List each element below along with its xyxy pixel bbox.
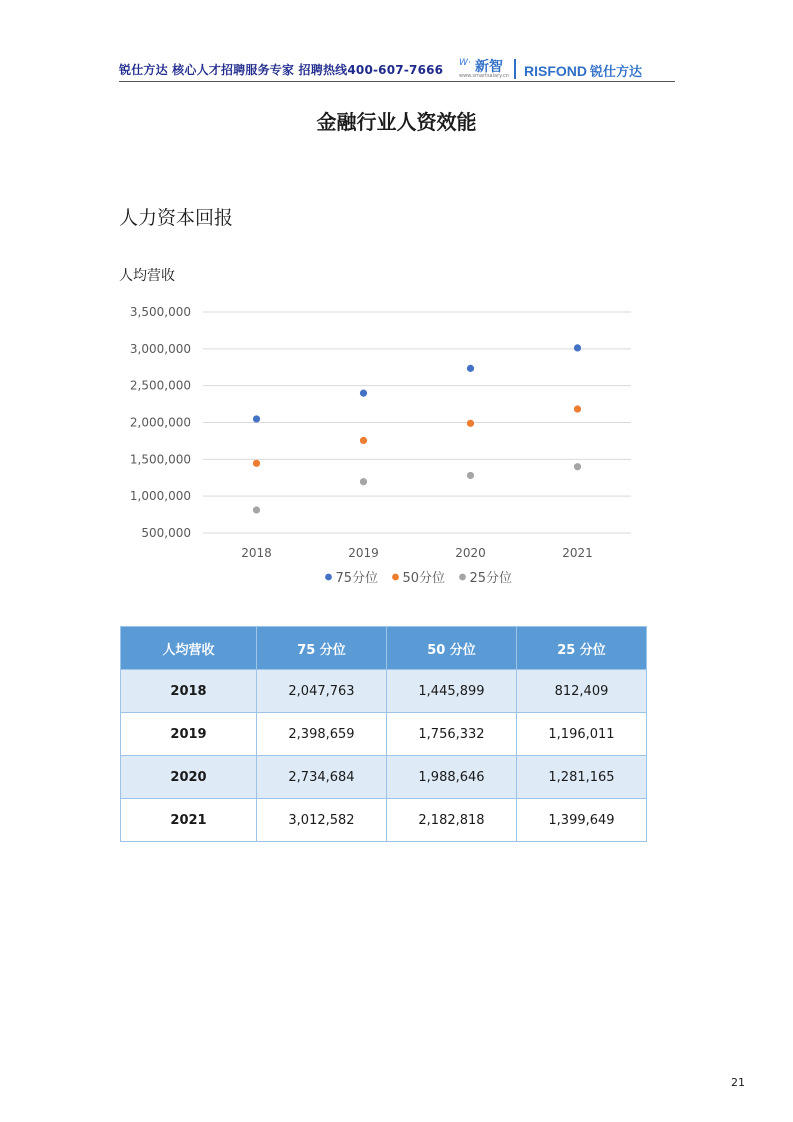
legend-label: 75分位 xyxy=(335,571,379,586)
xinzhi-logo xyxy=(459,56,507,80)
y-tick-label: 3,000,000 xyxy=(129,341,191,356)
data-point xyxy=(360,390,367,397)
legend-marker xyxy=(392,574,399,581)
data-table xyxy=(120,626,647,842)
header-divider xyxy=(119,81,675,82)
page-number: 21 xyxy=(731,1076,745,1089)
risfond-logo-en: RISFOND xyxy=(524,63,587,79)
table-header-row xyxy=(121,627,647,670)
x-tick-label: 2020 xyxy=(455,546,486,560)
table-header-cell: 25 分位 xyxy=(517,627,647,670)
chart-subtitle: 人均营收 xyxy=(119,268,175,284)
scatter-chart xyxy=(119,295,659,605)
data-point xyxy=(360,478,367,485)
table-cell: 1,756,332 xyxy=(387,713,517,756)
table-cell-year: 2018 xyxy=(121,670,257,713)
y-tick-label: 2,500,000 xyxy=(129,378,191,393)
table-cell: 1,281,165 xyxy=(517,756,647,799)
header-slogan: 锐仕方达 核心人才招聘服务专家 招聘热线400-607-7666 xyxy=(119,63,444,77)
x-tick-label: 2019 xyxy=(348,546,379,560)
table-header-cell: 75 分位 xyxy=(257,627,387,670)
y-tick-label: 500,000 xyxy=(141,526,191,540)
table-header-cell: 人均营收 xyxy=(121,627,257,670)
xinzhi-logo-url: www.smartsalary.cn xyxy=(459,73,509,79)
xinzhi-mark-icon: W· xyxy=(459,58,471,68)
logo-separator xyxy=(514,59,516,79)
table-cell: 1,399,649 xyxy=(517,799,647,842)
table-cell: 1,445,899 xyxy=(387,670,517,713)
table-row xyxy=(121,799,647,842)
table-cell: 1,988,646 xyxy=(387,756,517,799)
legend-label: 50分位 xyxy=(402,571,446,586)
legend-marker xyxy=(459,574,466,581)
table-cell-year: 2020 xyxy=(121,756,257,799)
table-row xyxy=(121,756,647,799)
x-tick-label: 2018 xyxy=(241,546,272,560)
y-tick-label: 1,000,000 xyxy=(129,489,191,504)
data-point xyxy=(574,463,581,470)
table-cell-year: 2021 xyxy=(121,799,257,842)
x-tick-label: 2021 xyxy=(562,546,593,560)
data-point xyxy=(574,405,581,412)
table-cell: 2,398,659 xyxy=(257,713,387,756)
table-cell: 1,196,011 xyxy=(517,713,647,756)
section-title: 人力资本回报 xyxy=(119,207,234,229)
risfond-logo xyxy=(524,61,642,80)
table-cell: 2,182,818 xyxy=(387,799,517,842)
data-point xyxy=(467,365,474,372)
legend-label: 25分位 xyxy=(469,571,513,586)
data-point xyxy=(467,420,474,427)
y-tick-label: 1,500,000 xyxy=(129,452,191,467)
table-cell: 3,012,582 xyxy=(257,799,387,842)
table-header-cell: 50 分位 xyxy=(387,627,517,670)
table-cell-year: 2019 xyxy=(121,713,257,756)
table-cell: 2,734,684 xyxy=(257,756,387,799)
page-title: 金融行业人资效能 xyxy=(316,110,477,134)
risfond-logo-cn: 锐仕方达 xyxy=(590,64,643,79)
legend-marker xyxy=(325,574,332,581)
data-point xyxy=(360,437,367,444)
xinzhi-logo-name: 新智 xyxy=(475,59,503,75)
y-tick-label: 3,500,000 xyxy=(129,305,191,319)
table-row xyxy=(121,670,647,713)
data-point xyxy=(253,415,260,422)
table-cell: 812,409 xyxy=(517,670,647,713)
data-point xyxy=(253,460,260,467)
data-point xyxy=(253,506,260,513)
data-point xyxy=(467,472,474,479)
y-tick-label: 2,000,000 xyxy=(129,415,191,430)
table-row xyxy=(121,713,647,756)
table-cell: 2,047,763 xyxy=(257,670,387,713)
data-point xyxy=(574,344,581,351)
